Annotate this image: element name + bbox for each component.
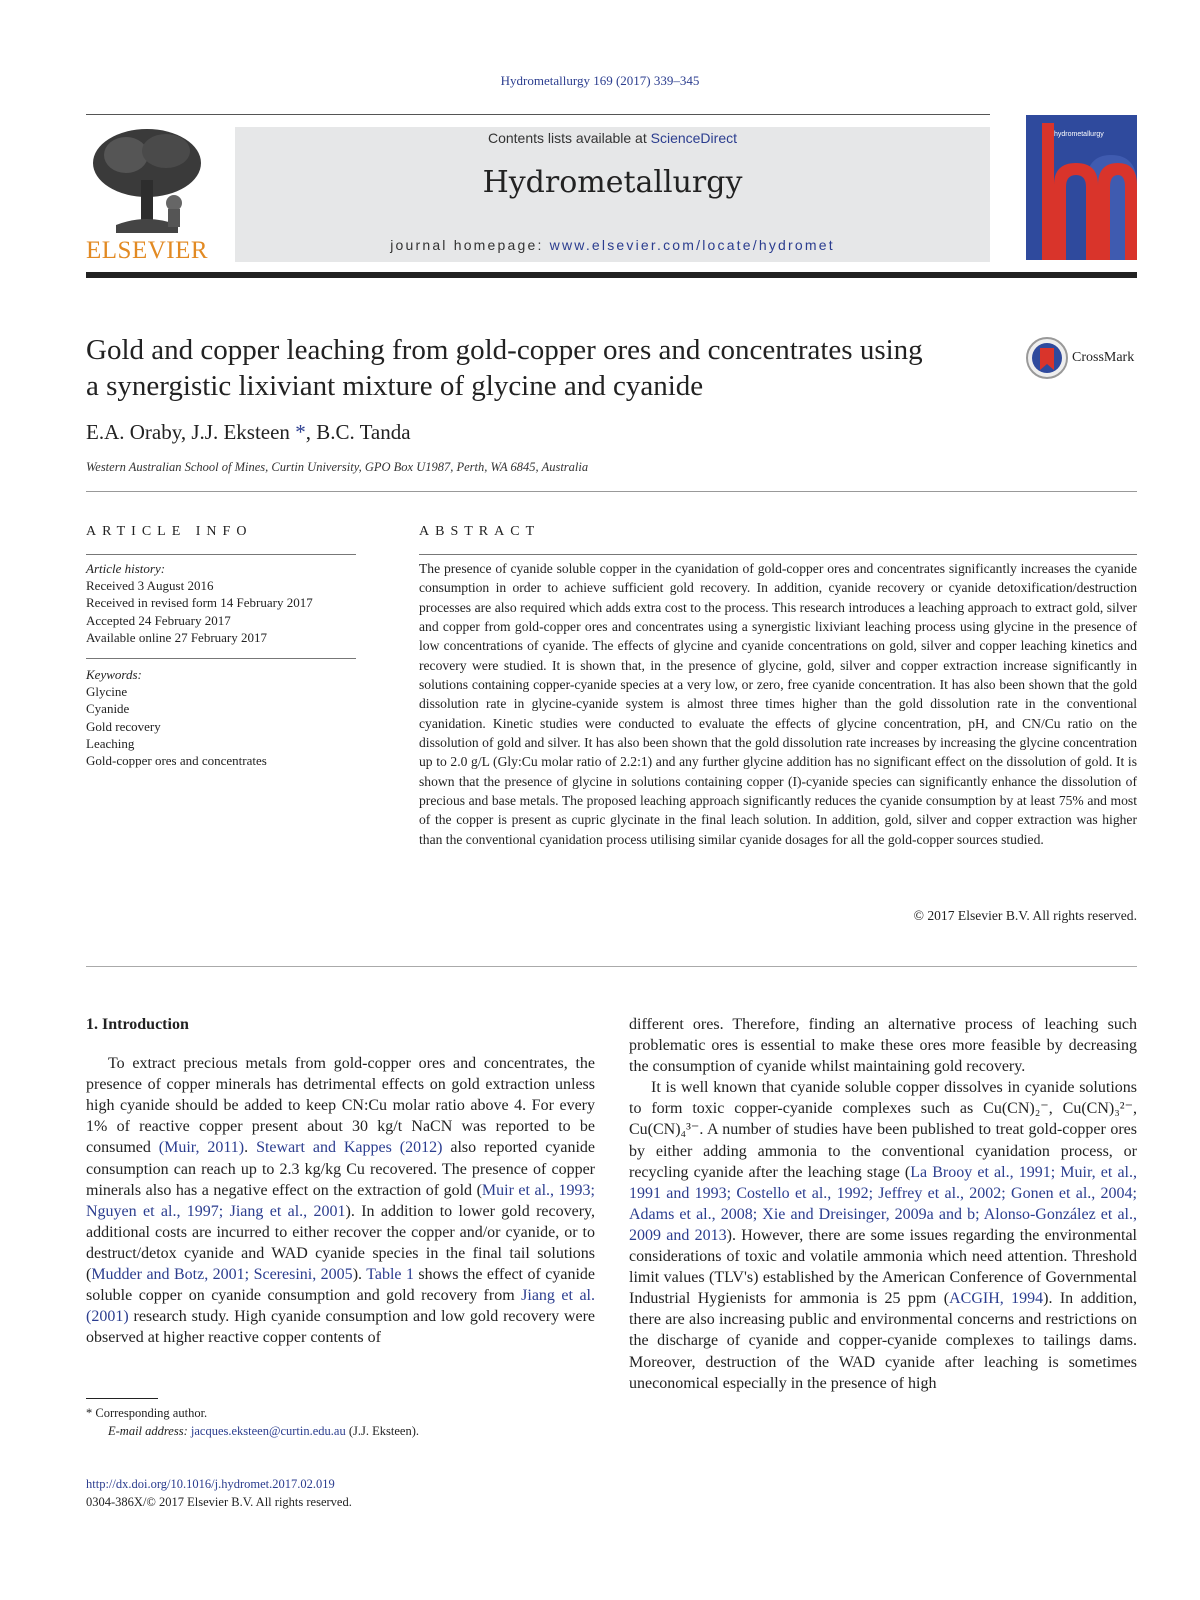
header-rule [86, 114, 990, 115]
homepage-line [235, 237, 990, 253]
header-thick-rule [86, 272, 1137, 278]
elsevier-wordmark: ELSEVIER [86, 237, 209, 264]
email-label: E-mail address: [108, 1424, 191, 1438]
intro-paragraph-1-cont: different ores. Therefore, finding an alternative process of leaching such problematic ores is essential to make these ores more feasible by decreasing the consumption of cyanide whilst maintaining gold recovery. [629, 1016, 1137, 1076]
intro-paragraph-1: To extract precious metals from gold-copper ores and concentrates, the presence of copper minerals has detrimental effects on gold extraction unless high cyanide should be added to keep CN:Cu molar ratio above 4. For every 1% of reactive copper present about 30 kg/t NaCN was reported to be consumed (Muir, 2011). Stewart and Kappes (2012) also reported cyanide consumption can reach up to 2.3 kg/kg Cu recovered. The presence of copper minerals also has a negative effect on the extraction of gold (Muir et al., 1993; Nguyen et al., 1997; Jiang et al., 2001). In addition to lower gold recovery, additional costs are incurred to either recover the copper and/or cyanide, or to destruct/detox cyanide and WAD cyanide species in the final tail solutions (Mudder and Botz, 2001; Sceresini, 2005). Table 1 shows the effect of cyanide soluble copper on cyanide consumption and gold recovery from Jiang et al. (2001) research study. High cyanide consumption and low gold recovery were observed at higher reactive copper contents of [86, 1055, 596, 1347]
title-line-2: a synergistic lixiviant mixture of glycine and cyanide [86, 370, 704, 402]
article-info-heading: ARTICLE INFO [86, 524, 253, 539]
abstract-copyright: © 2017 Elsevier B.V. All rights reserved. [913, 908, 1137, 923]
issn-copyright: 0304-386X/© 2017 Elsevier B.V. All rights reserved. [86, 1495, 352, 1509]
crossmark-icon [1025, 336, 1069, 380]
body-rule [86, 966, 1137, 967]
journal-cover[interactable] [1026, 115, 1137, 260]
citation-link[interactable]: Jiang et al. (2001) [86, 1287, 595, 1326]
article-info-rule [86, 554, 356, 555]
footnote [86, 1404, 419, 1440]
sciencedirect-link[interactable]: ScienceDirect [650, 130, 737, 146]
history-received: Received 3 August 2016 [86, 578, 214, 594]
citation-link[interactable]: (Muir, 2011) [158, 1139, 245, 1157]
citation-link[interactable]: La Brooy et al., 1991; Muir, et al., 1991 and 1993; Costello et al., 1992; Jeffrey et al., 2002; Gonen et al., 2004; Adams et al., 2008; Xie and Dreisinger, 2009a and b; Alonso-González et al., 2009 and 2013 [629, 1163, 1137, 1244]
journal-citation[interactable]: Hydrometallurgy 169 (2017) 339–345 [500, 73, 700, 88]
formula: Cu(CN)₃²⁻ [1062, 1100, 1134, 1118]
citation-link[interactable]: Stewart and Kappes (2012) [256, 1139, 443, 1157]
abstract-rule [419, 554, 1137, 555]
formula: Cu(CN)₂⁻ [983, 1100, 1049, 1118]
affiliation-rule [86, 491, 1137, 492]
keyword-item: Leaching [86, 735, 135, 751]
citation-link[interactable]: Muir et al., 1993; Nguyen et al., 1997; Jiang et al., 2001 [86, 1181, 595, 1220]
journal-banner [235, 127, 990, 262]
cover-title: hydrometallurgy [1054, 131, 1104, 138]
abstract-text: The presence of cyanide soluble copper in the cyanidation of gold-copper ores and concentrates significantly increases the cyanide consumption in order to achieve sufficient gold recovery. In addition, cyanide recovery or cyanide detoxification/destruction processes are also required which adds extra cost to the process. This research introduces a leaching approach to extract gold, silver and copper from gold-copper ores and concentrates using a synergistic lixiviant leaching process using glycine in the presence of low concentrations of cyanide. The effects of glycine and cyanide concentrations on gold, silver and copper leaching kinetics and recovery were studied. It is shown that, in the presence of glycine, gold, silver and copper extraction increase significantly in solutions containing copper-cyanide species at a very low, or zero, free cyanide concentration. It has also been shown that the gold dissolution rate in glycine-cyanide system is almost three times higher than the gold dissolution rate in the conventional cyanidation. Kinetic studies were conducted to evaluate the effects of glycine concentration, pH, and CN/Cu ratio on the dissolution of gold and silver. It has also been shown that the gold dissolution rate increases by increasing the glycine concentration up to 2.0 g/L (Gly:Cu molar ratio of 2.2:1) and any further glycine addition has no significant effect on the dissolution of gold. It is shown that the presence of glycine in solutions containing copper (I)-cyanide species can significantly enhance the dissolution of precious and base metals. The proposed leaching approach significantly reduces the cyanide consumption by at least 75% and most of the copper is present as cupric glycinate in the final leach solution. In addition, gold, silver and copper extraction was higher than the conventional cyanidation process utilising similar cyanide dosages for all the gold-copper sources studied. [419, 561, 1137, 847]
keyword-item: Gold-copper ores and concentrates [86, 753, 267, 769]
history-accepted: Accepted 24 February 2017 [86, 612, 231, 628]
contents-prefix: Contents lists available at [487, 130, 651, 146]
corresponding-author-note: * Corresponding author. [86, 1406, 208, 1420]
elsevier-tree-icon [86, 125, 208, 237]
doi-link[interactable]: http://dx.doi.org/10.1016/j.hydromet.2017.02.019 [86, 1477, 335, 1491]
author-names-cont: , B.C. Tanda [305, 420, 411, 444]
history-label: Article history: [86, 561, 166, 576]
formula: Cu(CN)₄³⁻ [629, 1121, 700, 1139]
citation-link[interactable]: ACGIH, 1994 [949, 1290, 1044, 1308]
homepage-link[interactable]: www.elsevier.com/locate/hydromet [549, 237, 835, 253]
keyword-item: Glycine [86, 684, 128, 700]
intro-paragraph-2: It is well known that cyanide soluble copper dissolves in cyanide solutions to form toxic copper-cyanide complexes such as Cu(CN)₂⁻, Cu(CN)₃²⁻, Cu(CN)₄³⁻. A number of studies have been published to treat gold-copper ores by either adding ammonia to the conventional cyanidation process, or recycling cyanide after the leaching stage (La Brooy et al., 1991; Muir, et al., 1991 and 1993; Costello et al., 1992; Jeffrey et al., 2002; Gonen et al., 2004; Adams et al., 2008; Xie and Dreisinger, 2009a and b; Alonso-González et al., 2009 and 2013). However, there are some issues regarding the environmental considerations of toxic and volatile ammonia which need attention. Threshold limit values (TLV's) established by the American Conference of Governmental Industrial Hygienists for ammonia is 25 ppm (ACGIH, 1994). In addition, there are also increasing public and environmental concerns and restrictions on the discharge of cyanide and copper-cyanide complexes to tailings dams. Moreover, destruction of the WAD cyanide after leaching is sometimes uneconomical especially in the presence of high [629, 1079, 1138, 1392]
crossmark-badge[interactable] [1025, 336, 1145, 380]
footnote-rule [86, 1398, 158, 1399]
author-names: E.A. Oraby, J.J. Eksteen [86, 420, 296, 444]
keywords-rule [86, 658, 356, 659]
email-link[interactable]: jacques.eksteen@curtin.edu.au [190, 1424, 346, 1438]
citation-link[interactable]: Mudder and Botz, 2001; Sceresini, 2005 [91, 1266, 353, 1284]
crossmark-label: CrossMark [1072, 350, 1135, 365]
keywords [86, 666, 267, 769]
history-online: Available online 27 February 2017 [86, 629, 267, 645]
corresponding-author-marker[interactable]: * [295, 420, 306, 444]
article-title [86, 332, 986, 404]
authors [86, 420, 411, 445]
keywords-label: Keywords: [86, 667, 142, 682]
intro-right-column [629, 1014, 1137, 1394]
contents-line [235, 130, 990, 146]
doi-block [86, 1475, 352, 1511]
keyword-item: Gold recovery [86, 718, 161, 734]
email-suffix: (J.J. Eksteen). [345, 1424, 419, 1438]
abstract-heading: ABSTRACT [419, 524, 541, 539]
history-revised: Received in revised form 14 February 2017 [86, 595, 313, 611]
article-history [86, 560, 313, 646]
intro-left-column [86, 1014, 595, 1348]
journal-name[interactable]: Hydrometallurgy [482, 165, 743, 200]
section-heading: 1. Introduction [86, 1016, 189, 1033]
keyword-item: Cyanide [86, 701, 130, 717]
title-line-1: Gold and copper leaching from gold-copper ores and concentrates using [86, 334, 923, 366]
elsevier-logo[interactable] [86, 125, 208, 265]
table-link[interactable]: Table 1 [366, 1266, 414, 1284]
affiliation: Western Australian School of Mines, Curtin University, GPO Box U1987, Perth, WA 6845, Australia [86, 460, 589, 474]
homepage-prefix: journal homepage: [390, 237, 550, 253]
